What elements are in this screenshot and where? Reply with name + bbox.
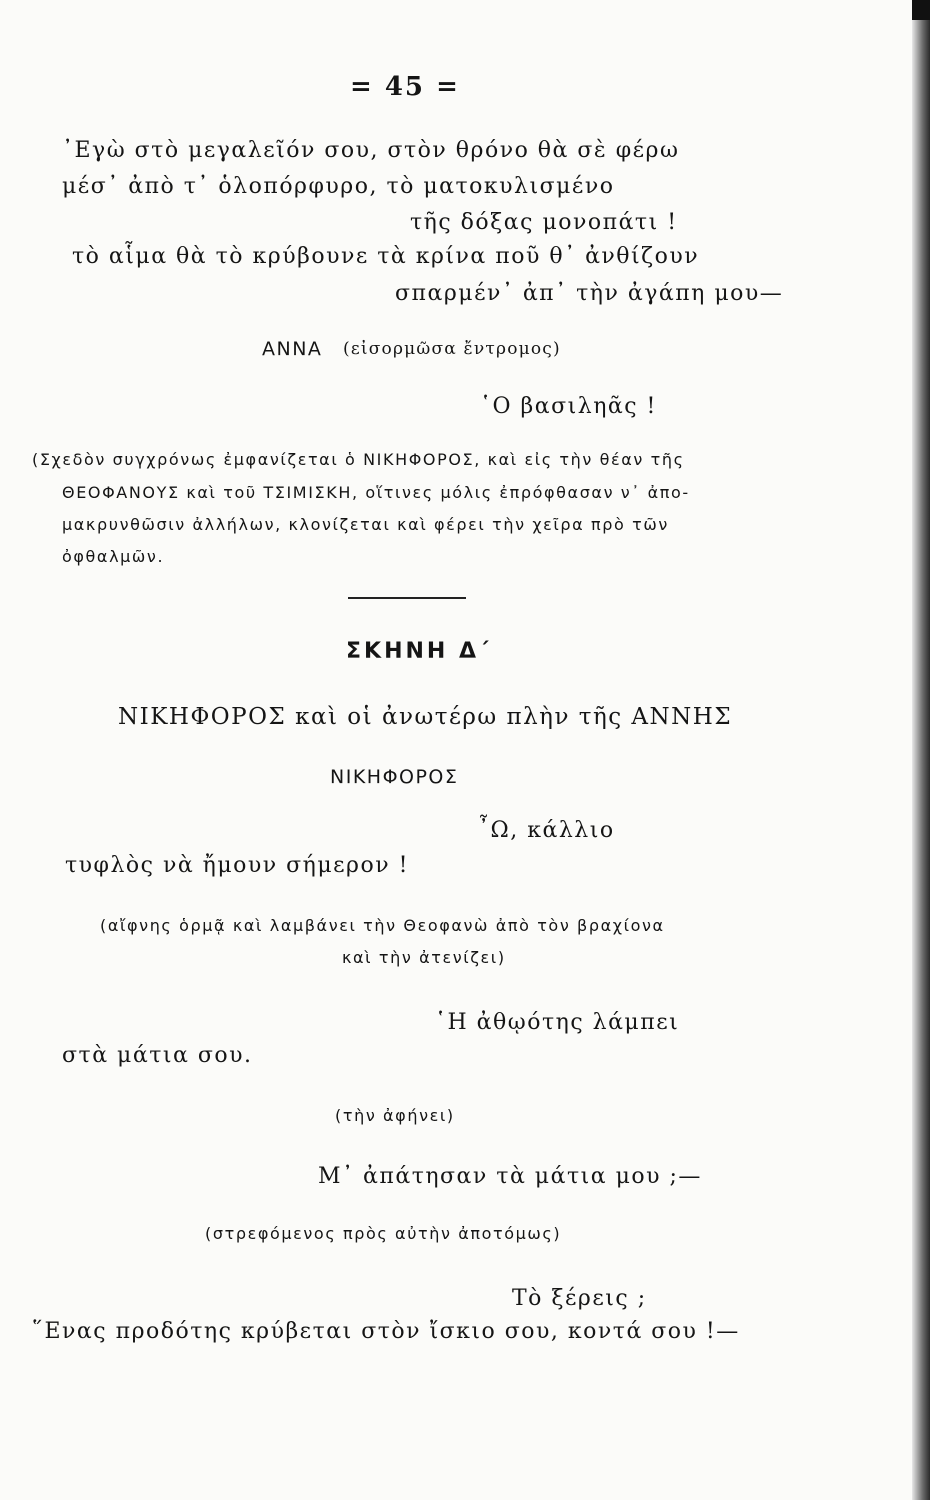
nikiforos-line-1a: ῏Ω, κάλλιο xyxy=(478,818,615,843)
section-divider xyxy=(348,597,466,599)
verse-line-1: ᾽Εγὼ στὸ μεγαλεῖόν σου, στὸν θρόνο θὰ σὲ φέρω xyxy=(62,138,680,163)
stage-direction-line-3: μακρυνθῶσιν ἀλλήλων, κλονίζεται καὶ φέρει τὴν χεῖρα πρὸ τῶν xyxy=(62,515,669,534)
nikiforos-line-4a: Τὸ ξέρεις ; xyxy=(512,1286,647,1311)
verse-line-2: μέσ᾽ ἀπὸ τ᾽ ὁλοπόρφυρο, τὸ ματοκυλισμένο xyxy=(62,174,615,199)
nikiforos-line-2b: στὰ μάτια σου. xyxy=(62,1043,253,1068)
nikiforos-direction-2: (τὴν ἀφήνει) xyxy=(335,1106,455,1125)
nikiforos-direction-1b: καὶ τὴν ἀτενίζει) xyxy=(342,948,506,967)
anna-direction: (εἰσορμῶσα ἔντρομος) xyxy=(343,339,561,359)
stage-direction-line-2: ΘΕΟΦΑΝΟΥΣ καὶ τοῦ ΤΣΙΜΙΣΚΗ, οἵτινες μόλις ἐπρόφθασαν ν᾽ ἀπο- xyxy=(62,483,690,502)
stage-direction-line-1: (Σχεδὸν συγχρόνως ἐμφανίζεται ὁ ΝΙΚΗΦΟΡΟΣ, καὶ εἰς τὴν θέαν τῆς xyxy=(32,450,685,469)
nikiforos-direction-1a: (αἴφνης ὁρμᾷ καὶ λαμβάνει τὴν Θεοφανὼ ἀπὸ τὸν βραχίονα xyxy=(100,916,665,935)
nikiforos-direction-3: (στρεφόμενος πρὸς αὐτὴν ἀποτόμως) xyxy=(205,1224,562,1243)
speaker-anna: ΑΝΝΑ xyxy=(262,338,323,360)
verse-line-3: τῆς δόξας μονοπάτι ! xyxy=(410,210,678,235)
page-number: = 45 = xyxy=(350,72,460,102)
anna-line: ῾Ο βασιληᾶς ! xyxy=(480,394,657,419)
stage-direction-line-4: ὀφθαλμῶν. xyxy=(62,547,165,566)
speaker-nikiforos: ΝΙΚΗΦΟΡΟΣ xyxy=(330,766,459,788)
nikiforos-line-1b: τυφλὸς νὰ ἤμουν σήμερον ! xyxy=(65,853,409,878)
nikiforos-line-3: Μ᾽ ἀπάτησαν τὰ μάτια μου ;— xyxy=(318,1164,702,1189)
page-corner xyxy=(912,0,930,20)
page-edge-shadow xyxy=(912,0,930,1500)
nikiforos-line-4b: ῞Ενας προδότης κρύβεται στὸν ἴσκιο σου, κοντά σου !— xyxy=(32,1319,740,1344)
verse-line-4: τὸ αἷμα θὰ τὸ κρύβουνε τὰ κρίνα ποῦ θ᾽ ἀνθίζουν xyxy=(72,244,700,269)
scene-cast: ΝΙΚΗΦΟΡΟΣ καὶ οἱ ἀνωτέρω πλὴν τῆς ΑΝΝΗΣ xyxy=(118,704,733,730)
scene-title: ΣΚΗΝΗ Δ΄ xyxy=(346,639,492,664)
nikiforos-line-2a: ῾Η ἀθῳότης λάμπει xyxy=(435,1010,680,1035)
verse-line-5: σπαρμέν᾽ ἀπ᾽ τὴν ἀγάπη μου— xyxy=(395,281,784,306)
